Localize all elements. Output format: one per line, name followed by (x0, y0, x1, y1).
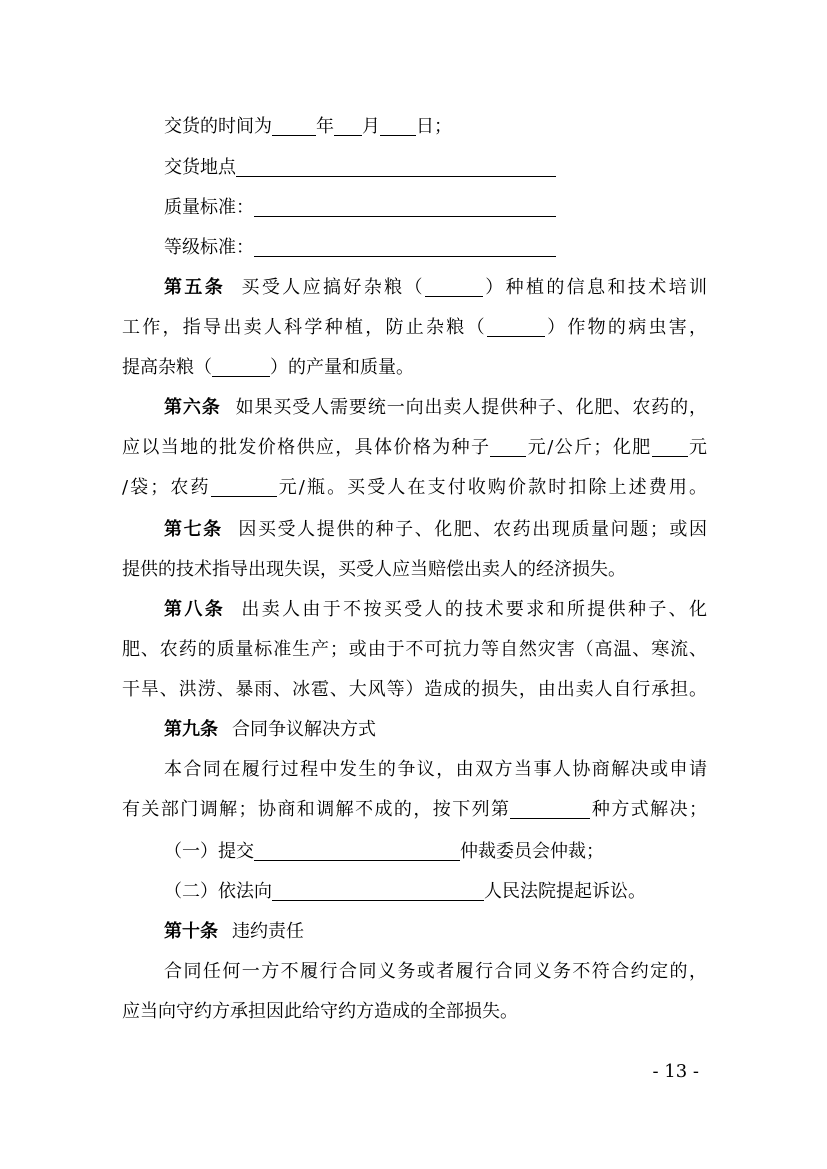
delivery-time-line (164, 107, 749, 147)
article-9-heading (164, 710, 749, 750)
article-10-line-2 (122, 992, 707, 1032)
year-blank[interactable] (272, 113, 316, 136)
article-6-text: 元/瓶。买受人在支付收购价款时扣除上述费用。 (276, 477, 707, 498)
arbitration-committee-blank[interactable] (254, 838, 460, 861)
article-9-option-1 (164, 832, 749, 872)
article-7-label: 第七条 (164, 519, 223, 540)
delivery-place-label: 交货地点 (164, 157, 236, 178)
delivery-place-line (164, 148, 749, 188)
delivery-place-blank[interactable] (236, 154, 556, 177)
article-9-text: 本合同在履行过程中发生的争议，由双方当事人协商解决或申请 (164, 759, 707, 780)
article-8-text: 干旱、洪涝、暴雨、冰雹、大风等）造成的损失，由出卖人自行承担。 (122, 679, 707, 700)
grade-label: 等级标准： (164, 237, 254, 258)
crop-blank-1[interactable] (425, 274, 483, 297)
article-10-heading (164, 912, 749, 952)
quality-line (164, 188, 749, 228)
article-5-text: 提高杂粮（ (122, 357, 212, 378)
quality-blank[interactable] (254, 194, 556, 217)
pesticide-price-blank[interactable] (211, 474, 277, 497)
article-5-label: 第五条 (164, 277, 226, 298)
article-7-line-1 (164, 510, 707, 550)
article-6-line-1 (164, 388, 707, 428)
article-8-text: 肥、农药的质量标准生产；或由于不可抗力等自然灾害（高温、寒流、 (122, 639, 707, 660)
crop-blank-3[interactable] (212, 354, 270, 377)
option-1-text: 仲裁委员会仲裁； (460, 841, 604, 862)
article-5-text: ）种植的信息和技术培训 (482, 277, 707, 298)
article-6-text: 元 (687, 437, 707, 458)
page-number: - 13 - (652, 1061, 699, 1082)
article-5-text: 买受人应搞好杂粮（ (239, 277, 425, 298)
article-9-label: 第九条 (164, 719, 218, 740)
article-9-line-2 (122, 790, 707, 830)
grade-blank[interactable] (254, 234, 556, 257)
article-5-text: 工作，指导出卖人科学种植，防止杂粮（ (122, 317, 487, 338)
article-10-line-1 (164, 952, 707, 992)
month-label: 月 (362, 116, 380, 137)
article-5-line-2 (122, 308, 707, 348)
option-2-text: 人民法院提起诉讼。 (484, 881, 646, 902)
article-10-text: 合同任何一方不履行合同义务或者履行合同义务不符合约定的， (164, 961, 707, 982)
article-8-line-1 (164, 590, 707, 630)
article-5-line-1 (164, 268, 707, 308)
article-7-text: 提供的技术指导出现失误，买受人应当赔偿出卖人的经济损失。 (122, 559, 626, 580)
quality-label: 质量标准： (164, 197, 254, 218)
article-6-line-2 (122, 428, 707, 468)
fertilizer-price-blank[interactable] (652, 434, 688, 457)
article-5-text: ）作物的病虫害， (544, 317, 708, 338)
article-6-label: 第六条 (164, 397, 221, 418)
article-5-line-3 (122, 348, 707, 388)
option-1-text: （一）提交 (164, 841, 254, 862)
article-9-option-2 (164, 872, 749, 912)
article-9-text: 种方式解决； (590, 799, 708, 820)
crop-blank-2[interactable] (487, 314, 545, 337)
seed-price-blank[interactable] (490, 434, 526, 457)
article-10-text: 应当向守约方承担因此给守约方造成的全部损失。 (122, 1001, 518, 1022)
article-6-text: 应以当地的批发价格供应，具体价格为种子 (122, 437, 491, 458)
month-blank[interactable] (334, 113, 362, 136)
article-7-line-2 (122, 550, 707, 590)
delivery-time-label: 交货的时间为 (164, 116, 272, 137)
article-8-line-2 (122, 630, 707, 670)
article-7-text: 因买受人提供的种子、化肥、农药出现质量问题；或因 (236, 519, 708, 540)
article-6-text: 元/公斤；化肥 (526, 437, 652, 458)
article-9-line-1 (164, 750, 707, 790)
grade-line (164, 228, 749, 268)
court-blank[interactable] (272, 878, 484, 901)
year-label: 年 (316, 116, 334, 137)
article-8-line-3 (122, 670, 707, 710)
article-6-line-3 (122, 468, 707, 508)
article-8-text: 出卖人由于不按买受人的技术要求和所提供种子、化 (239, 599, 708, 620)
day-label: 日； (416, 116, 452, 137)
method-number-blank[interactable] (510, 796, 590, 819)
article-5-text: ）的产量和质量。 (270, 357, 414, 378)
option-2-text: （二）依法向 (164, 881, 272, 902)
article-8-label: 第八条 (164, 599, 226, 620)
day-blank[interactable] (380, 113, 416, 136)
article-6-text: 如果买受人需要统一向出卖人提供种子、化肥、农药的， (234, 397, 708, 418)
article-6-text: /袋；农药 (122, 477, 211, 498)
article-10-title: 违约责任 (232, 921, 304, 942)
article-9-text: 有关部门调解；协商和调解不成的，按下列第 (122, 799, 511, 820)
article-9-title: 合同争议解决方式 (232, 719, 376, 740)
article-10-label: 第十条 (164, 921, 218, 942)
